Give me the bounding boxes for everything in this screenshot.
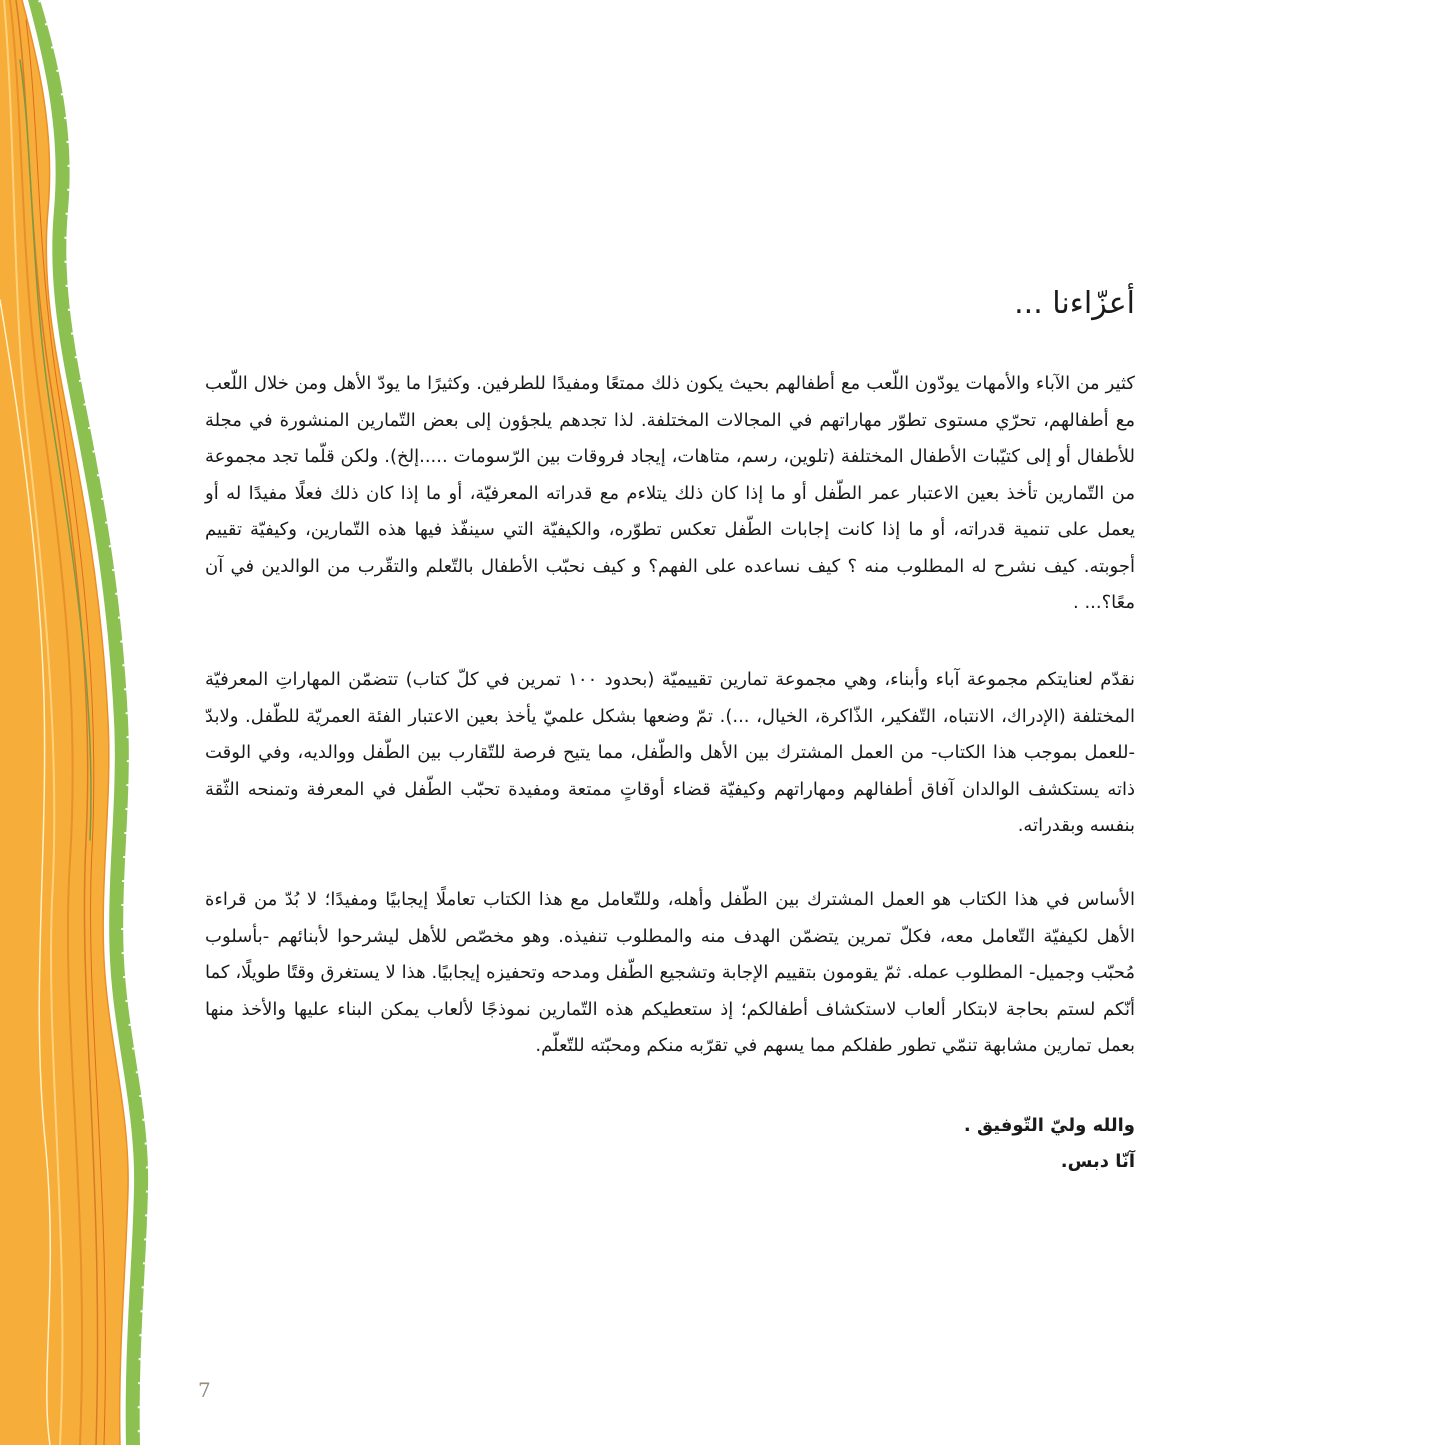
author-signature: آنّا دبس. bbox=[1060, 1151, 1135, 1172]
closing-block bbox=[205, 1108, 1135, 1180]
page-number: 7 bbox=[198, 1378, 211, 1402]
intro-paragraph-1: كثير من الآباء والأمهات يودّون اللّعب مع أطفالهم بحيث يكون ذلك ممتعًا ومفيدًا للطرفين. وكثيرًا ما يودّ الأهل ومن خلال اللّعب مع أطفالهم، تحرّي مستوى تطوّر مهاراتهم في المجالات المختلفة. لذا تجدهم يلجؤون إلى بعض التّمارين المنشورة في مجلة للأطفال أو إلى كتيّبات الأطفال المختلفة (تلوين، رسم، متاهات، إيجاد فروقات بين الرّسومات .....إلخ). ولكن قلّما تجد مجموعة من التّمارين تأخذ بعين الاعتبار عمر الطّفل أو ما إذا كان ذلك يتلاءم مع قدراته المعرفيّة، أو ما إذا كان ذلك فعلًا مفيدًا له أو يعمل على تنمية قدراته، أو ما إذا كانت إجابات الطّفل تعكس تطوّره، والكيفيّة التي سينفّذ فيها هذه التّمارين، وكيفيّة تقييم أجوبته. كيف نشرح له المطلوب منه ؟ كيف نساعده على الفهم؟ و كيف نحبّب الأطفال بالتّعلم والتقّرب من الوالدين في آن معًا؟... . bbox=[205, 373, 1135, 613]
page-title: أعزّاءنا ... bbox=[1014, 286, 1135, 321]
intro-paragraph-2: نقدّم لعنايتكم مجموعة آباء وأبناء، وهي مجموعة تمارين تقييميّة (بحدود ١٠٠ تمرين في كلّ كتاب) تتضمّن المهاراتِ المعرفيّة المختلفة (الإدراك، الانتباه، التّفكير، الذّاكرة، الخيال، ...). تمّ وضعها بشكل علميّ يأخذ بعين الاعتبار الفئة العمريّة للطّفل. ولابدّ -للعمل بموجب هذا الكتاب- من العمل المشترك بين الأهل والطّفل، مما يتيح فرصة للتّقارب بين الطّفل ووالديه، وفي الوقت ذاته يستكشف الوالدان آفاق أطفالهم ومهاراتهم وكيفيّة قضاء أوقاتٍ ممتعة ومفيدة تحبّب الطّفل في المعرفة وتمنحه الثّقة بنفسه وبقدراته. bbox=[205, 669, 1136, 836]
closing-blessing: والله وليّ التّوفيق . bbox=[963, 1115, 1135, 1136]
intro-paragraph-3: الأساس في هذا الكتاب هو العمل المشترك بين الطّفل وأهله، وللتّعامل مع هذا الكتاب تعاملًا إيجابيًا ومفيدًا؛ لا بُدّ من قراءة الأهل لكيفيّة التّعامل معه، فكلّ تمرين يتضمّن الهدف منه والمطلوب تنفيذه. وهو مخصّص للأهل ليشرحوا لأبنائهم -بأسلوب مُحبّب وجميل- المطلوب عمله. ثمّ يقومون بتقييم الإجابة وتشجيع الطّفل ومدحه وتحفيزه إيجابيًا. هذا لا يستغرق وقتًا طويلًا، كما أنّكم لستم بحاجة لابتكار ألعاب لاستكشاف أطفالكم؛ إذ ستعطيكم هذه التّمارين نموذجًا لألعاب يمكن البناء عليها والأخذ منها بعمل تمارين مشابهة تنمّي تطور طفلكم مما يسهم في تقرّبه منكم ومحبّته للتّعلّم. bbox=[205, 889, 1135, 1056]
